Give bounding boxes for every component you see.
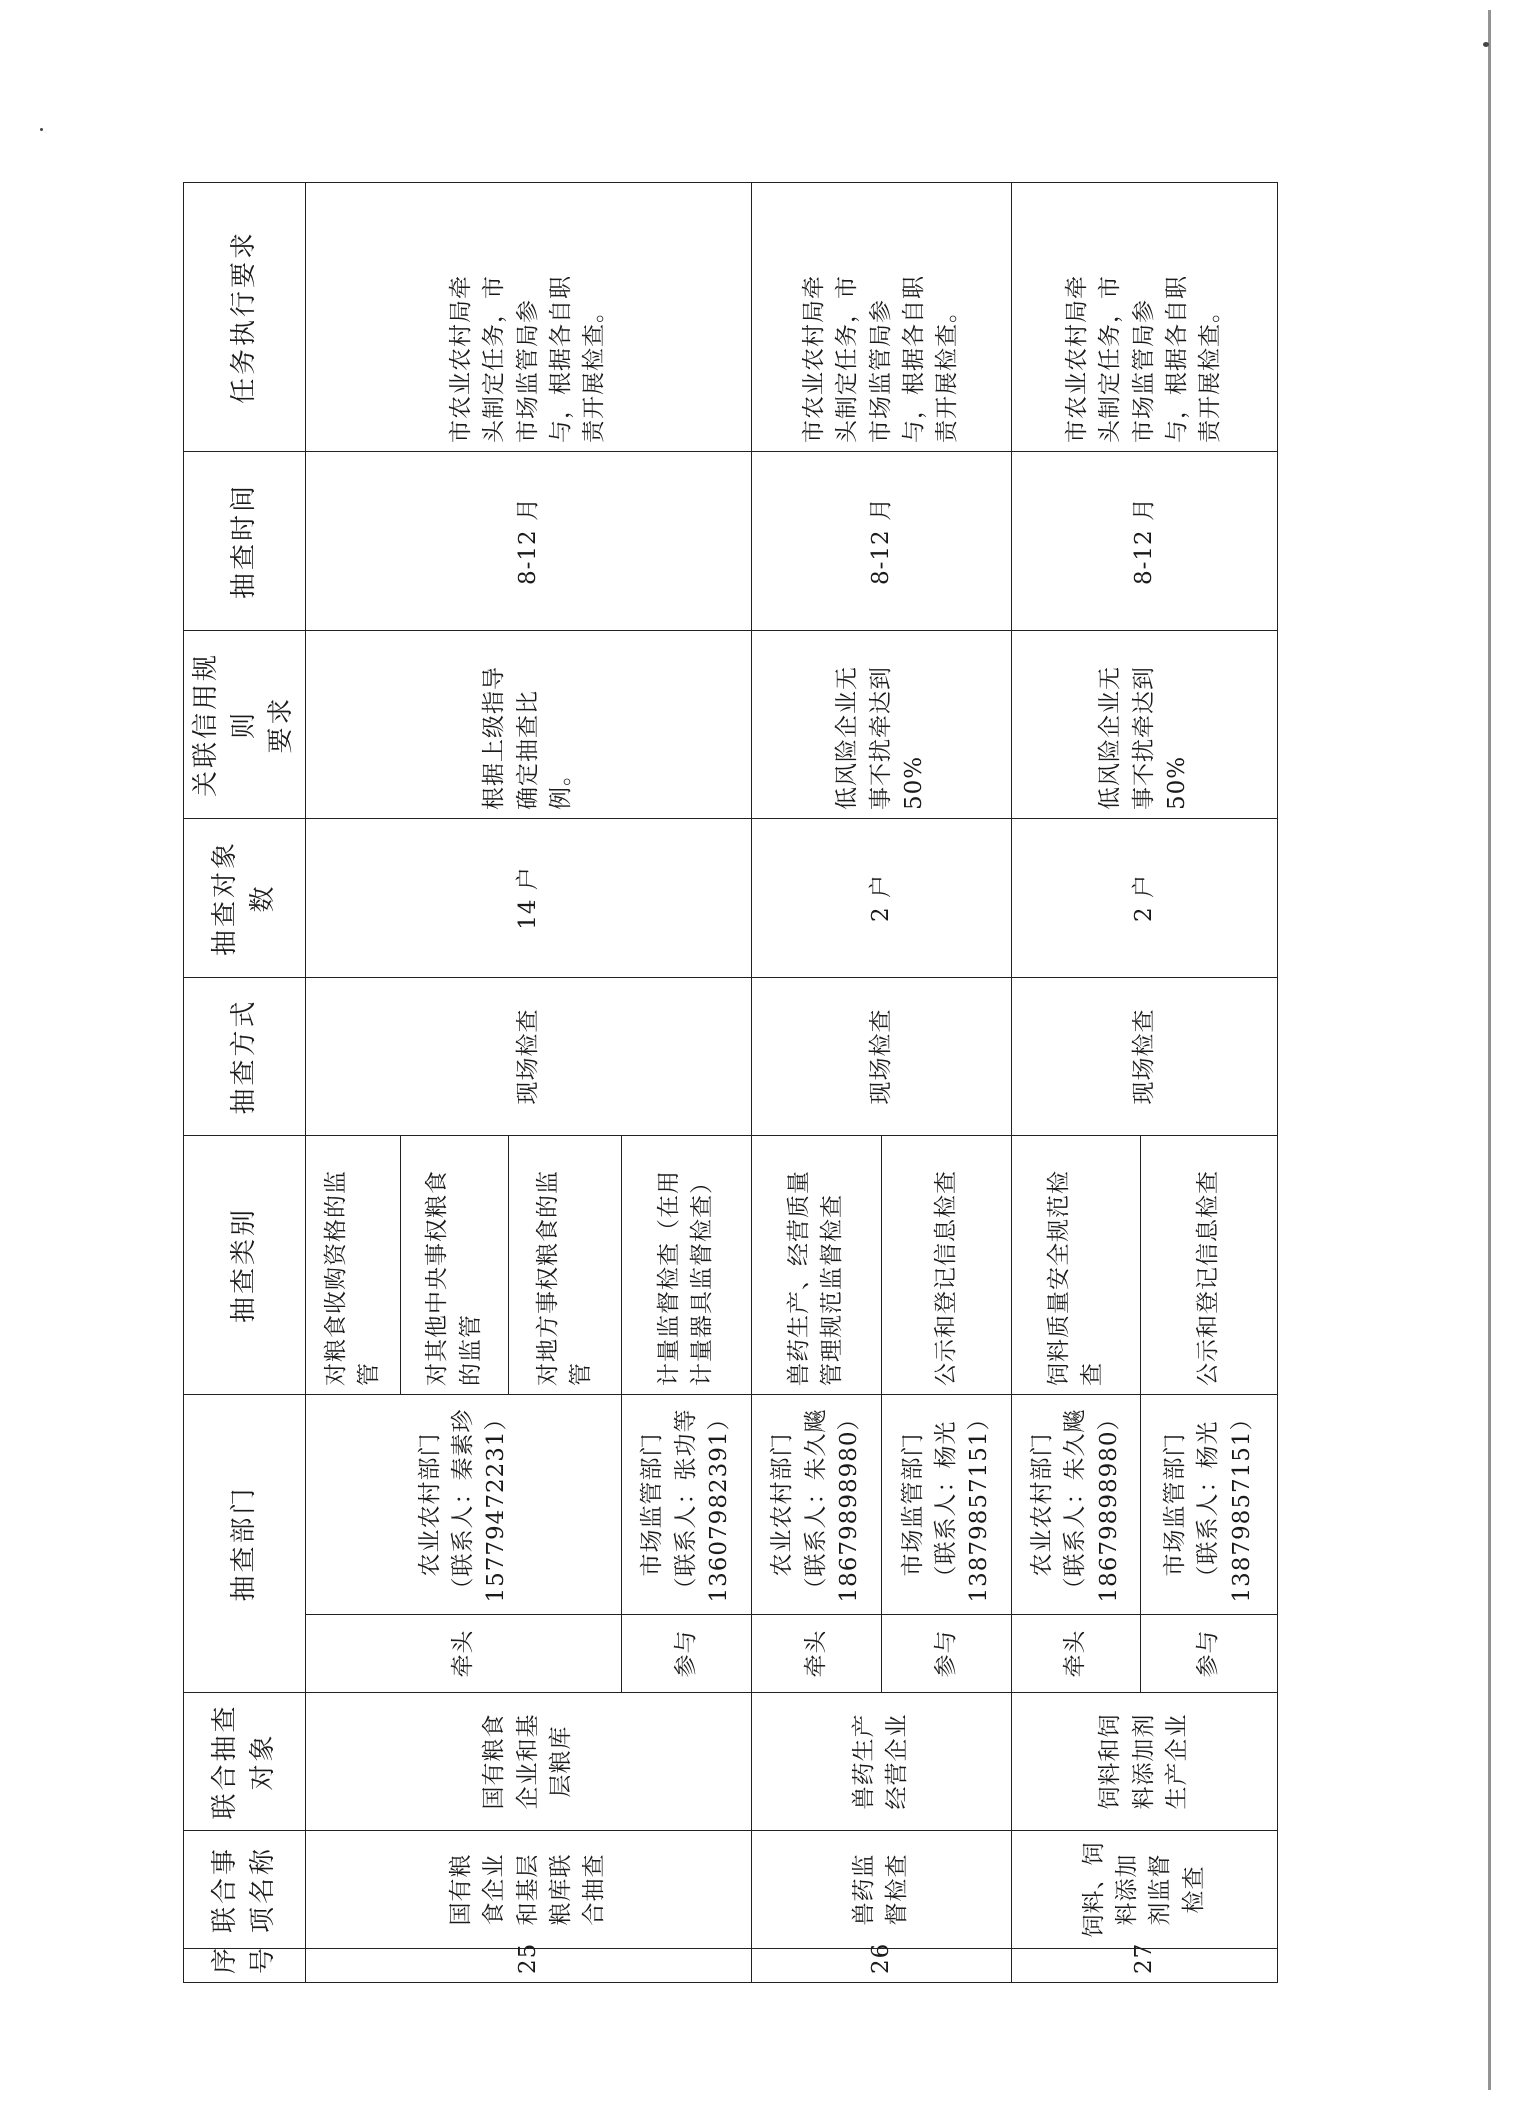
- category-cell: 计量监督检查（在用 计量器具监督检查）: [622, 1135, 752, 1394]
- part-dept-cell: 市场监管部门 （联系人：杨光 13879857151）: [882, 1394, 1012, 1614]
- part-dept-cell: 市场监管部门 （联系人：张功等 13607982391）: [622, 1394, 752, 1614]
- seq-cell: 27: [1011, 1949, 1277, 1983]
- count-cell: 2 户: [1011, 818, 1277, 977]
- credit-cell: 根据上级指导 确定抽查比 例。: [306, 630, 752, 818]
- req-cell: 市农业农村局牵 头制定任务，市 市场监管局参 与，根据各自职 责开展检查。: [751, 182, 1011, 451]
- credit-cell: 低风险企业无 事不扰牵达到 50%: [751, 630, 1011, 818]
- credit-cell: 低风险企业无 事不扰牵达到 50%: [1011, 630, 1277, 818]
- part-role-cell: 参与: [1141, 1615, 1278, 1693]
- category-cell: 对其他中央事权粮食 的监管: [401, 1135, 509, 1394]
- category-cell: 对粮食收购资格的监 管: [306, 1135, 401, 1394]
- req-cell: 市农业农村局牵 头制定任务，市 市场监管局参 与，根据各自职 责开展检查。: [1011, 182, 1277, 451]
- header-row: [184, 182, 306, 1982]
- header-project: 联合事 项名称: [184, 1831, 306, 1949]
- table-row: [751, 182, 882, 1982]
- time-cell: 8-12 月: [751, 451, 1011, 630]
- header-seq: 序 号: [184, 1949, 306, 1983]
- project-cell: 饲料、饲 料添加 剂监督 检查: [1011, 1831, 1277, 1949]
- req-cell: 市农业农村局牵 头制定任务，市 市场监管局参 与，根据各自职 责开展检查。: [306, 182, 752, 451]
- count-cell: 14 户: [306, 818, 752, 977]
- target-cell: 兽药生产 经营企业: [751, 1693, 1011, 1831]
- count-cell: 2 户: [751, 818, 1011, 977]
- part-role-cell: 参与: [882, 1615, 1012, 1693]
- seq-cell: 25: [306, 1949, 752, 1983]
- lead-role-cell: 牵头: [1011, 1615, 1141, 1693]
- scan-speck: [1483, 42, 1489, 47]
- project-cell: 兽药监 督检查: [751, 1831, 1011, 1949]
- time-cell: 8-12 月: [306, 451, 752, 630]
- category-cell: 对地方事权粮食的监 管: [509, 1135, 622, 1394]
- header-dept: 抽查部门: [184, 1394, 306, 1692]
- header-count: 抽查对象数: [184, 818, 306, 977]
- header-method: 抽查方式: [184, 977, 306, 1135]
- header-time: 抽查时间: [184, 451, 306, 630]
- lead-dept-cell: 农业农村部门 （联系人：朱久飚 18679898980）: [1011, 1394, 1141, 1614]
- method-cell: 现场检查: [306, 977, 752, 1135]
- category-cell: 饲料质量安全规范检 查: [1011, 1135, 1141, 1394]
- joint-inspection-table: [183, 182, 1278, 1983]
- category-cell: 兽药生产、经营质量 管理规范监督检查: [751, 1135, 882, 1394]
- scan-speck: [40, 128, 43, 131]
- header-target: 联合抽查 对象: [184, 1693, 306, 1831]
- lead-dept-cell: 农业农村部门 （联系人：朱久飚 18679898980）: [751, 1394, 882, 1614]
- part-dept-cell: 市场监管部门 （联系人：杨光 13879857151）: [1141, 1394, 1278, 1614]
- time-cell: 8-12 月: [1011, 451, 1277, 630]
- rotated-table-container: [183, 183, 1278, 1983]
- table-row: [306, 182, 401, 1982]
- header-credit: 关联信用规则 要求: [184, 630, 306, 818]
- method-cell: 现场检查: [751, 977, 1011, 1135]
- lead-dept-cell: 农业农村部门 （联系人：秦素珍 15779472231）: [306, 1394, 622, 1614]
- project-cell: 国有粮 食企业 和基层 粮库联 合抽查: [306, 1831, 752, 1949]
- target-cell: 饲料和饲 料添加剂 生产企业: [1011, 1693, 1277, 1831]
- lead-role-cell: 牵头: [306, 1615, 622, 1693]
- seq-cell: 26: [751, 1949, 1011, 1983]
- lead-role-cell: 牵头: [751, 1615, 882, 1693]
- header-req: 任务执行要求: [184, 182, 306, 451]
- table-row: [1011, 182, 1141, 1982]
- part-role-cell: 参与: [622, 1615, 752, 1693]
- header-category: 抽查类别: [184, 1135, 306, 1394]
- category-cell: 公示和登记信息检查: [882, 1135, 1012, 1394]
- method-cell: 现场检查: [1011, 977, 1277, 1135]
- category-cell: 公示和登记信息检查: [1141, 1135, 1278, 1394]
- scan-edge-shadow: [1488, 10, 1491, 2090]
- target-cell: 国有粮食 企业和基 层粮库: [306, 1693, 752, 1831]
